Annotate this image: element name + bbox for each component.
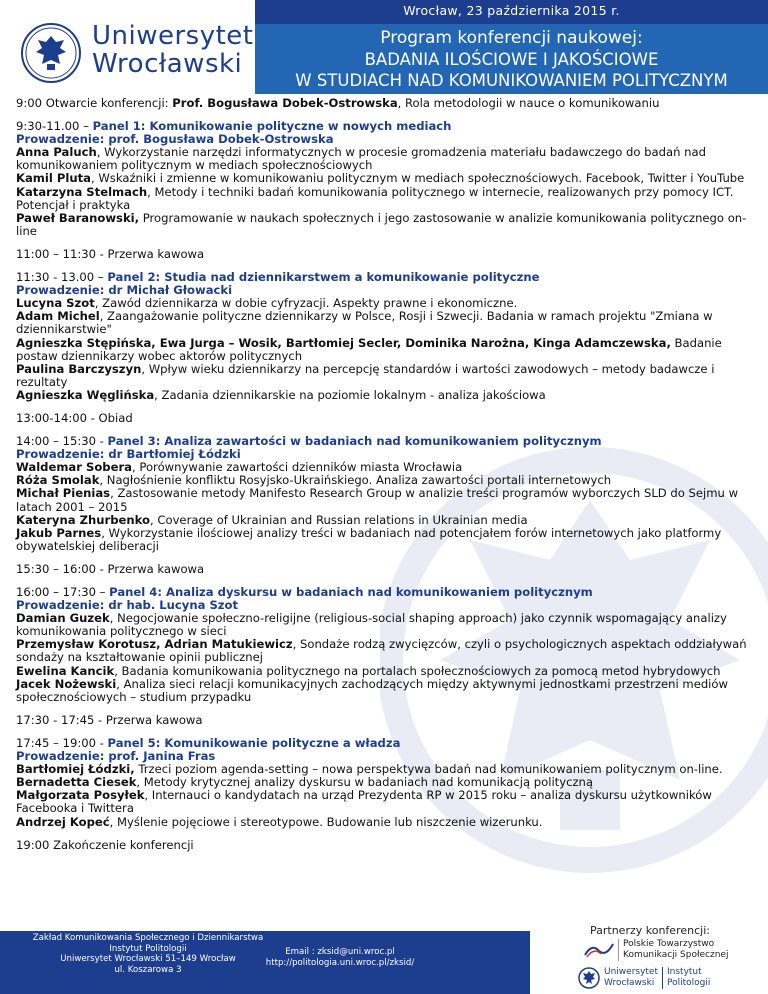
talk-speaker: Jacek Nożewski bbox=[16, 676, 117, 691]
footer-contact bbox=[250, 947, 430, 968]
panel-4-time: 16:00 – 17:30 – bbox=[16, 585, 110, 599]
talk-title: , Wpływ wieku dziennikarzy na percepcję standardów i wartości zawodowych – metody badawcze i rezultaty bbox=[16, 361, 715, 389]
header bbox=[0, 0, 768, 94]
ptks-logo-icon bbox=[584, 941, 614, 959]
talk-speaker: Agnieszka Węglińska bbox=[16, 387, 155, 402]
panel-3-time: 14:00 – 15:30 - bbox=[16, 434, 108, 449]
talk-speaker: Agnieszka Stępińska, Ewa Jurga – Wosik, Bartłomiej Secler, Dominika Narożna, Kinga Adamczewska, bbox=[16, 335, 671, 350]
program-title bbox=[255, 24, 768, 94]
talk-speaker: Paweł Baranowski, bbox=[16, 210, 140, 225]
talk-speaker: Andrzej Kopeć bbox=[16, 814, 110, 829]
panel-5-title: Panel 5: Komunikowanie polityczne a władza bbox=[107, 735, 401, 750]
talk-title: , Badania komunikowania politycznego na portalach społecznościowych za pomocą metod hybrydowych bbox=[114, 663, 721, 678]
program-content bbox=[16, 97, 756, 852]
closing: 19:00 Zakończenie konferencji bbox=[16, 837, 194, 852]
talk-title: , Zawód dziennikarza w dobie cyfryzacji. Aspekty prawne i ekonomiczne. bbox=[94, 296, 518, 311]
university-name-line2: Wrocławski bbox=[92, 49, 243, 79]
talk-item bbox=[16, 527, 756, 553]
ptks-name bbox=[618, 939, 728, 961]
talk-item bbox=[16, 789, 756, 815]
university-name-line1: Uniwersytet bbox=[92, 21, 254, 51]
panel-4-section bbox=[16, 586, 756, 704]
university-crest-icon bbox=[578, 966, 600, 990]
title-line2: BADANIA ILOŚCIOWE I JAKOŚCIOWE bbox=[364, 50, 659, 69]
talk-speaker: Waldemar Sobera bbox=[16, 460, 133, 475]
university-eagle-crest-icon bbox=[20, 22, 82, 84]
talk-item bbox=[16, 186, 756, 212]
opening-topic: , Rola metodologii w nauce o komunikowaniu bbox=[397, 96, 660, 110]
talk-title: , Nagłośnienie konfliktu Rosyjsko-Ukraińskiego. Analiza zawartości portali internetowych bbox=[99, 473, 612, 488]
talk-title: , Wskaźniki i zmienne w komunikowaniu politycznym w mediach społecznościowych. Facebook, Twitter i YouTube bbox=[90, 171, 745, 186]
talk-item bbox=[16, 310, 756, 336]
talk-item bbox=[16, 816, 756, 829]
uwr-name bbox=[604, 967, 658, 989]
talk-title: , Myślenie pojęciowe i stereotypowe. Budowanie lub niszczenie wizerunku. bbox=[109, 814, 543, 829]
ptks-name-line1: Polskie Towarzystwo bbox=[623, 939, 715, 949]
talk-title: Programowanie w naukach społecznych i jego zastosowanie w analizie komunikowania politycznego on-line bbox=[16, 210, 747, 238]
talk-item bbox=[16, 363, 756, 389]
talk-speaker: Kamil Pluta bbox=[16, 171, 91, 186]
ptks-name-line2: Komunikacji Społecznej bbox=[623, 950, 729, 960]
footer-email-link[interactable]: Email : zksid@uni.wroc.pl bbox=[285, 947, 395, 957]
panel-1-time: 9:30-11.00 – bbox=[16, 119, 93, 134]
panel-4-chair: Prowadzenie: dr hab. Lucyna Szot bbox=[16, 598, 239, 613]
talk-item bbox=[16, 146, 756, 172]
panel-3-section bbox=[16, 435, 756, 553]
opening-speaker: Prof. Bogusława Dobek-Ostrowska bbox=[172, 96, 398, 110]
break-3: 15:30 – 16:00 - Przerwa kawowa bbox=[16, 561, 205, 576]
uwr-name-line2: Wrocławski bbox=[604, 978, 655, 988]
panel-1-title: Panel 1: Komunikowanie polityczne w nowych mediach bbox=[92, 119, 452, 134]
panel-2-title: Panel 2: Studia nad dziennikarstwem a komunikowanie polityczne bbox=[107, 270, 540, 285]
talk-title: , Negocjowanie społeczno-religijne (religious-social shaping approach) jako czynnik wspomagający analizy komunikowania politycznego w sieci bbox=[16, 611, 727, 639]
panel-3-chair: Prowadzenie: dr Bartłomiej Łódzki bbox=[16, 447, 241, 462]
institute-name-line1: Instytut bbox=[667, 967, 702, 977]
talk-item bbox=[16, 337, 756, 363]
talk-title: , Coverage of Ukrainian and Russian relations in Ukrainian media bbox=[150, 512, 528, 527]
panel-2-time: 11:30 - 13.00 – bbox=[16, 270, 108, 285]
talk-speaker: Paulina Barczyszyn bbox=[16, 361, 142, 376]
talk-item bbox=[16, 678, 756, 704]
talk-speaker: Adam Michel bbox=[16, 309, 100, 324]
talk-item bbox=[16, 212, 756, 238]
talk-speaker: Jakub Parnes bbox=[16, 525, 102, 540]
institute-name bbox=[662, 967, 710, 989]
talk-item bbox=[16, 612, 756, 638]
talk-title: , Wykorzystanie ilościowej analizy treści w badaniach nad potencjałem forów internetowych jako platformy obywatelskiej deliberacji bbox=[16, 525, 722, 553]
talk-speaker: Przemysław Korotusz, Adrian Matukiewicz bbox=[16, 637, 293, 652]
date-bar: Wrocław, 23 października 2015 r. bbox=[255, 0, 768, 24]
title-line1: Program konferencji naukowej: bbox=[380, 28, 643, 48]
talk-speaker: Katarzyna Stelmach bbox=[16, 184, 148, 199]
footer-university: Uniwersytet Wrocławski 51–149 Wrocław bbox=[60, 954, 236, 964]
talk-title: , Internauci o kandydatach na urząd Prezydenta RP w 2015 roku – analiza dyskursu użytkowników Facebooka i Twittera bbox=[16, 788, 712, 816]
panel-5-time: 17:45 – 19:00 - bbox=[16, 735, 108, 750]
partners-section bbox=[578, 924, 768, 994]
ptks-logo bbox=[584, 939, 764, 963]
panel-1-section bbox=[16, 120, 756, 238]
talk-item bbox=[16, 389, 756, 402]
footer-url-link[interactable]: http://politologia.uni.wroc.pl/zksid/ bbox=[265, 957, 415, 968]
talk-speaker: Lucyna Szot bbox=[16, 296, 95, 311]
opening-time: 9:00 Otwarcie konferencji: bbox=[16, 96, 173, 110]
footer-institute: Instytut Politologii bbox=[109, 943, 187, 954]
talk-title: , Sondaże rodzą zwycięzców, czyli o psychologicznych aspektach oddziaływań sondaży na kształtowanie opinii publicznej bbox=[16, 637, 747, 665]
talk-speaker: Ewelina Kancik bbox=[16, 663, 115, 678]
footer-department: Zakład Komunikowania Społecznego i Dziennikarstwa bbox=[32, 933, 264, 943]
talk-title: , Metody i techniki badań komunikowania politycznego w internecie, realizowanych przy pomocy ICT. Potencjał i praktyka bbox=[16, 184, 734, 212]
talk-speaker: Bartłomiej Łódzki, bbox=[16, 762, 135, 777]
panel-1-chair: Prowadzenie: prof. Bogusława Dobek-Ostrowska bbox=[16, 132, 334, 147]
uwr-name-line1: Uniwersytet bbox=[604, 967, 658, 977]
panel-3-title: Panel 3: Analiza zawartości w badaniach nad komunikowaniem politycznym bbox=[107, 434, 602, 449]
talk-speaker: Bernadetta Ciesek bbox=[16, 775, 137, 790]
talk-title: Badanie postaw dziennikarzy wobec aktorów politycznych bbox=[16, 335, 722, 363]
panel-5-section bbox=[16, 737, 756, 829]
footer-address bbox=[28, 933, 268, 975]
talk-title: , Porównywanie zawartości dzienników miasta Wrocławia bbox=[132, 460, 463, 475]
talk-speaker: Damian Guzek bbox=[16, 611, 110, 626]
panel-2-section bbox=[16, 271, 756, 402]
title-line3: W STUDIACH NAD KOMUNIKOWANIEM POLITYCZNYM bbox=[295, 71, 728, 90]
university-name bbox=[92, 22, 254, 78]
break-4: 17:30 - 17:45 - Przerwa kawowa bbox=[16, 712, 203, 727]
break-2: 13:00-14:00 - Obiad bbox=[16, 410, 133, 425]
talk-title: , Zastosowanie metody Manifesto Research Group w analizie treści programów wyborczych SLD do Sejmu w latach 2001 – 2015 bbox=[16, 486, 739, 514]
footer-contact-bar bbox=[0, 931, 530, 994]
university-logo bbox=[0, 0, 255, 94]
talk-title: , Zaangażowanie polityczne dziennikarzy w Polsce, Rosji i Szwecji. Badania w ramach projektu "Zmiana w dziennikarstwie" bbox=[16, 309, 713, 337]
talk-speaker: Małgorzata Posyłek bbox=[16, 788, 145, 803]
talk-speaker: Anna Paluch bbox=[16, 145, 97, 160]
talk-item bbox=[16, 487, 756, 513]
talk-item bbox=[16, 638, 756, 664]
talk-speaker: Kateryna Zhurbenko bbox=[16, 512, 151, 527]
talk-title: , Zadania dziennikarskie na poziomie lokalnym - analiza jakościowa bbox=[154, 387, 546, 402]
talk-speaker: Róża Smolak bbox=[16, 473, 100, 488]
talk-title: , Wykorzystanie narzędzi informatycznych w procesie gromadzenia materiału badawczego do badań nad komunikowaniem politycznym w mediach społecznościowych bbox=[16, 145, 706, 173]
panel-5-chair: Prowadzenie: prof. Janina Fras bbox=[16, 749, 216, 764]
uwr-institute-logo bbox=[578, 966, 758, 992]
panel-2-chair: Prowadzenie: dr Michał Głowacki bbox=[16, 283, 233, 298]
talk-title: , Analiza sieci relacji komunikacyjnych zachodzących między aktywnymi jednostkami przestrzeni mediów społecznościowych – studium przypadku bbox=[16, 676, 728, 704]
talk-title: Trzeci poziom agenda-setting – nowa perspektywa badań nad komunikowaniem politycznym on-line. bbox=[134, 762, 723, 777]
panel-4-title: Panel 4: Analiza dyskursu w badaniach nad komunikowaniem politycznym bbox=[109, 585, 593, 599]
partners-title: Partnerzy konferencji: bbox=[590, 924, 710, 937]
talk-title: , Metody krytycznej analizy dyskursu w badaniach nad komunikacją polityczną bbox=[136, 775, 593, 790]
opening-section bbox=[16, 97, 756, 110]
break-1: 11:00 – 11:30 - Przerwa kawowa bbox=[16, 246, 205, 261]
talk-speaker: Michał Pienias bbox=[16, 486, 111, 501]
footer-street: ul. Koszarowa 3 bbox=[114, 964, 182, 975]
institute-name-line2: Politologii bbox=[667, 978, 711, 988]
